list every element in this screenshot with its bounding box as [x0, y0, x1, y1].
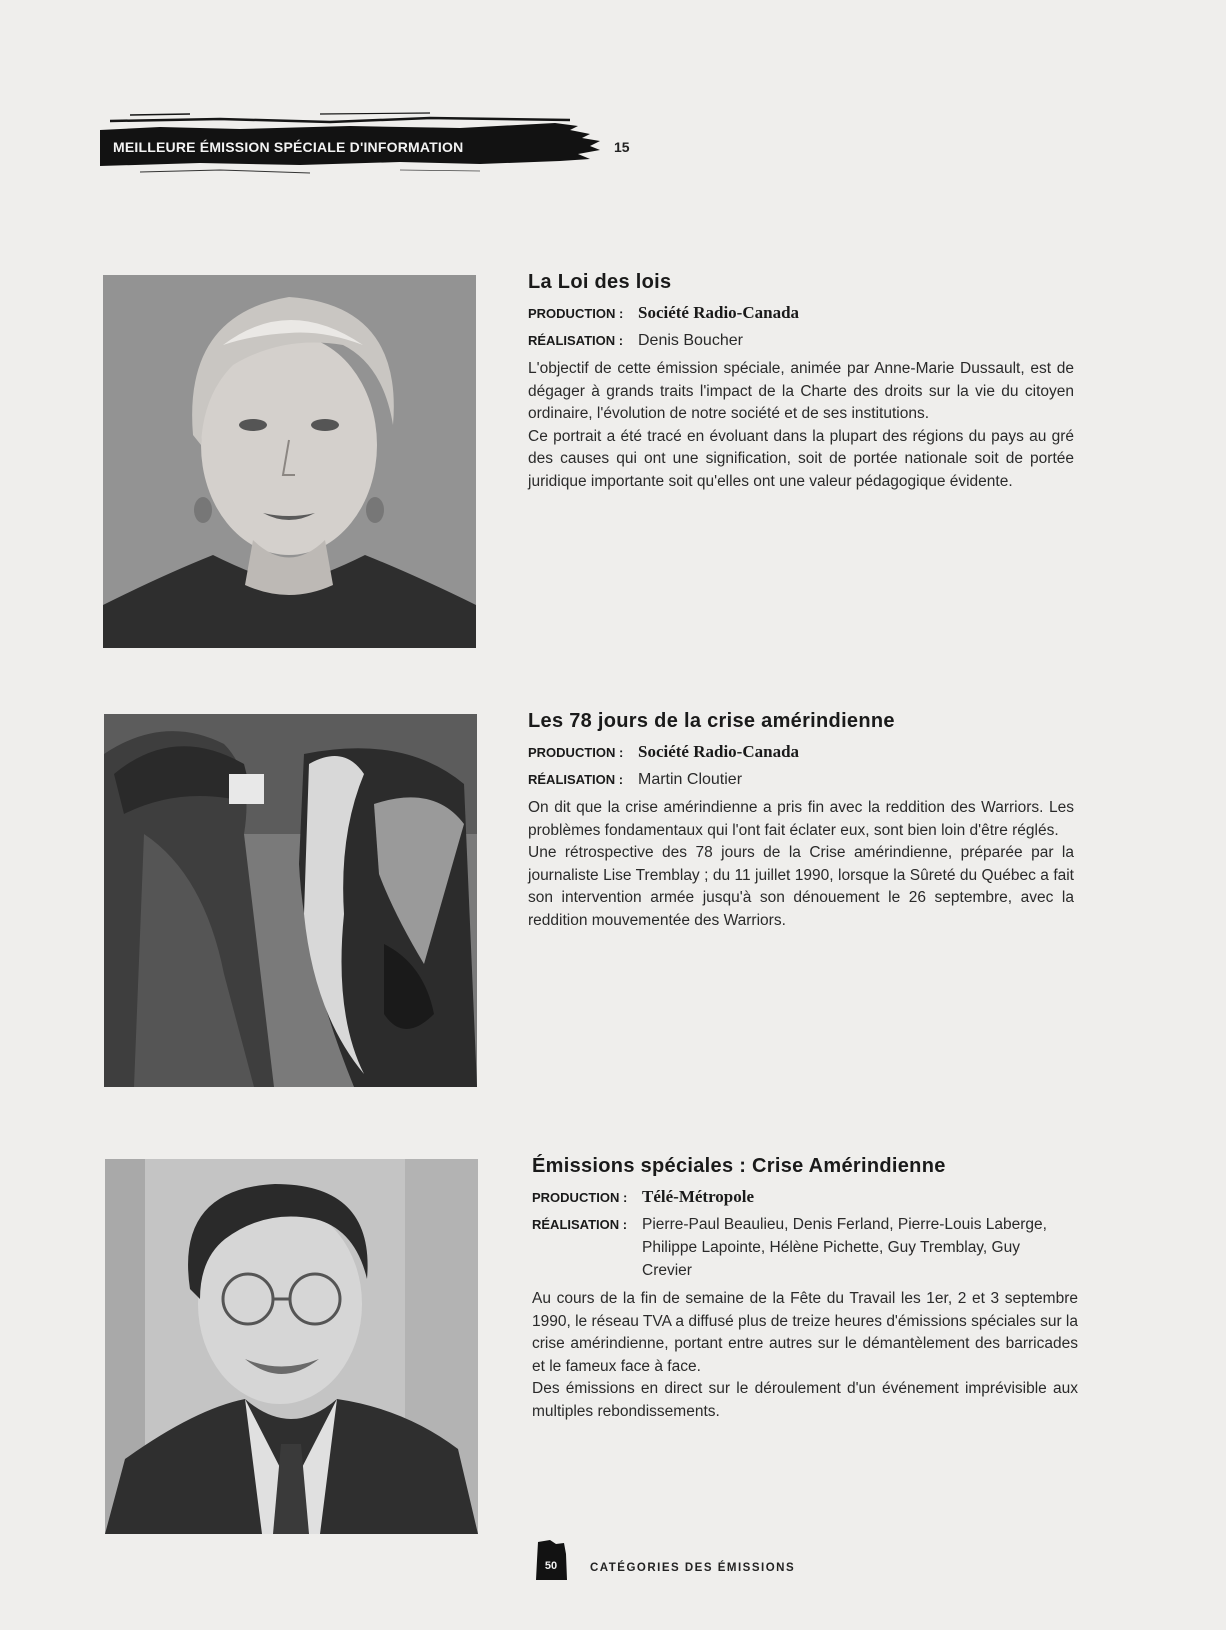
production-value: Société Radio-Canada — [638, 742, 800, 761]
realisation-row — [528, 768, 1074, 791]
realisation-label: RÉALISATION : — [532, 1217, 628, 1232]
footer-page-number: 50 — [544, 1560, 558, 1572]
production-label: PRODUCTION : — [528, 745, 624, 760]
entry-text — [528, 710, 1074, 932]
description-paragraph: Des émissions en direct sur le déroulement d'un événement imprévisible aux multiples rebondissements. — [532, 1380, 1078, 1420]
entry-title: Les 78 jours de la crise amérindienne — [528, 710, 895, 732]
production-value: Télé-Métropole — [642, 1187, 755, 1206]
description-paragraph: Ce portrait a été tracé en évoluant dans la plupart des régions du pays au gré des causes qui ont une signification, soit de portée nationale soit de portée juridique importante soit qu'elles ont une valeur pédagogique évidente. — [528, 427, 1074, 490]
entry-title: La Loi des lois — [528, 271, 672, 293]
portrait-photo-man — [105, 1159, 478, 1534]
production-row — [532, 1187, 1078, 1207]
entry-description — [528, 358, 1074, 493]
production-value: Société Radio-Canada — [638, 303, 800, 322]
description-paragraph: Au cours de la fin de semaine de la Fête du Travail les 1er, 2 et 3 septembre 1990, le réseau TVA a diffusé plus de treize heures d'émissions spéciales sur la crise amérindienne, portant entre autres sur le démantèlement des barricades et le fameux face à face. — [532, 1290, 1078, 1375]
entry-title: Émissions spéciales : Crise Amérindienne — [532, 1155, 946, 1177]
realisation-row — [532, 1213, 1078, 1282]
production-row — [528, 303, 1074, 323]
section-number: 15 — [614, 139, 630, 155]
realisation-label: RÉALISATION : — [528, 772, 624, 787]
production-row — [528, 742, 1074, 762]
realisation-value: Martin Cloutier — [638, 771, 743, 788]
production-label: PRODUCTION : — [532, 1190, 628, 1205]
realisation-label: RÉALISATION : — [528, 333, 624, 348]
section-title: MEILLEURE ÉMISSION SPÉCIALE D'INFORMATION — [113, 139, 464, 155]
entry-text — [532, 1155, 1078, 1423]
realisation-value: Denis Boucher — [638, 332, 743, 349]
news-photo-standoff — [104, 714, 477, 1087]
entry-description — [528, 797, 1074, 932]
realisation-value: Pierre-Paul Beaulieu, Denis Ferland, Pierre-Louis Laberge, Philippe Lapointe, Hélène Pichette, Guy Tremblay, Guy Crevier — [642, 1216, 1047, 1279]
footer-section-label: CATÉGORIES DES ÉMISSIONS — [590, 1562, 796, 1574]
production-label: PRODUCTION : — [528, 306, 624, 321]
portrait-photo-woman — [103, 275, 476, 648]
description-paragraph: Une rétrospective des 78 jours de la Crise amérindienne, préparée par la journaliste Lise Tremblay ; du 11 juillet 1990, lorsque la Sûreté du Québec a fait son intervention armée jusqu'à son dénouement le 26 septembre, avec la reddition mouvementée des Warriors. — [528, 844, 1074, 929]
entry-description — [532, 1288, 1078, 1423]
description-paragraph: On dit que la crise amérindienne a pris fin avec la reddition des Warriors. Les problèmes fondamentaux qui l'ont fait éclater eux, sont bien loin d'être réglés. — [528, 799, 1074, 839]
description-paragraph: L'objectif de cette émission spéciale, animée par Anne-Marie Dussault, est de dégager à grands traits l'impact de la Charte des droits sur la vie du citoyen ordinaire, l'évolution de notre société et de ses institutions. — [528, 360, 1074, 422]
realisation-row — [528, 329, 1074, 352]
entry-text — [528, 271, 1074, 493]
